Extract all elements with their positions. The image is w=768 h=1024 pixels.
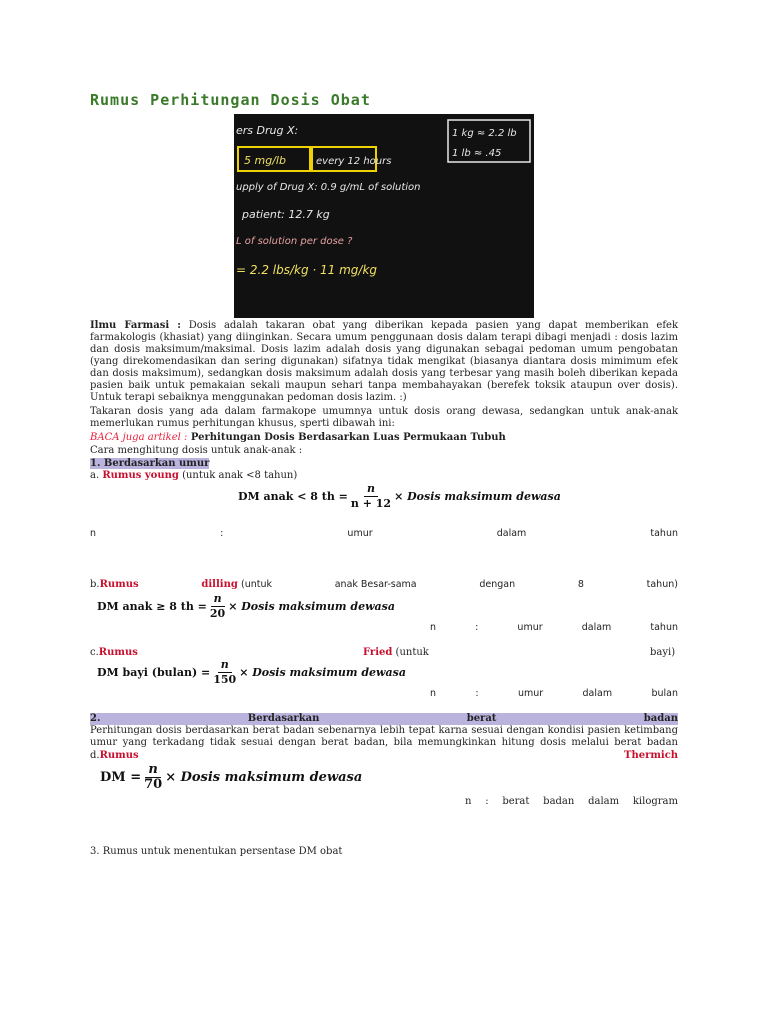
formula-dilling-fraction: $\frac{n}{20}$ xyxy=(209,592,226,620)
blackboard-image xyxy=(234,114,534,318)
formula-thermich-left: DM = xyxy=(100,769,142,785)
section-2-heading xyxy=(90,713,678,725)
legend-b-word-3: tahun xyxy=(650,622,678,633)
formula-dilling xyxy=(97,592,395,621)
formula-dilling-right: × Dosis maksimum dewasa xyxy=(228,599,396,613)
formula-young-right: × Dosis maksimum dewasa xyxy=(394,489,561,503)
formula-young-fraction: $\frac{n}{n + 12}$ xyxy=(350,482,392,510)
rumus-b-prefix: b. xyxy=(90,579,100,590)
board-box-left-text: 5 mg/lb xyxy=(244,154,286,167)
intro-label: Ilmu Farmasi : xyxy=(90,320,181,331)
board-line-3: upply of Drug X: 0.9 g/mL of solution xyxy=(236,182,421,193)
formula-young xyxy=(238,482,561,511)
rumus-c-name: Rumus xyxy=(98,647,138,658)
rumus-a-name: Rumus young xyxy=(102,470,179,481)
formula-thermich-right: × Dosis maksimum dewasa xyxy=(165,769,363,785)
legend-a xyxy=(90,528,678,540)
rumus-a-note: (untuk anak <8 tahun) xyxy=(178,470,298,481)
legend-c-colon: : xyxy=(475,688,479,699)
rumus-d-name: Rumus xyxy=(99,750,139,761)
rumus-d-prefix: d. xyxy=(90,750,100,761)
baca-juga xyxy=(90,432,678,444)
rumus-a-prefix: a. xyxy=(90,470,100,481)
formula-fried-left: DM bayi (bulan) = xyxy=(97,665,211,679)
rumus-b-word-4: 8 xyxy=(577,579,584,590)
section-3-text: 3. Rumus untuk menentukan persentase DM obat xyxy=(90,846,343,857)
board-line-6: = 2.2 lbs/kg · 11 mg/kg xyxy=(236,263,378,277)
legend-d-colon: : xyxy=(485,796,489,807)
legend-d-n: n xyxy=(465,796,472,807)
legend-b xyxy=(430,622,678,634)
rumus-a-heading xyxy=(90,470,297,482)
legend-a-colon: : xyxy=(220,528,224,539)
rumus-c-note2: bayi) xyxy=(650,647,676,658)
board-line-1: ers Drug X: xyxy=(236,124,299,137)
board-line-4: patient: 12.7 kg xyxy=(242,208,330,221)
rumus-c-note1: (untuk xyxy=(395,647,429,658)
legend-d xyxy=(465,796,678,808)
legend-a-n: n xyxy=(90,528,97,539)
legend-a-word-3: tahun xyxy=(650,528,678,539)
rumus-b-word-1: (untuk xyxy=(241,579,273,590)
section-2-word-3: badan xyxy=(643,713,678,724)
cara-text: Cara menghitung dosis untuk anak-anak : xyxy=(90,445,303,456)
section-1-label: 1. Berdasarkan umur xyxy=(90,458,210,469)
legend-d-word-4: kilogram xyxy=(632,796,678,807)
formula-dilling-left: DM anak ≥ 8 th = xyxy=(97,599,207,613)
baca-link[interactable]: Perhitungan Dosis Berdasarkan Luas Permukaan Tubuh xyxy=(187,432,506,443)
page-title: Rumus Perhitungan Dosis Obat xyxy=(90,91,371,109)
board-line-5: L of solution per dose ? xyxy=(236,236,353,247)
formula-fried-right: × Dosis maksimum dewasa xyxy=(239,665,406,679)
blackboard-drawing xyxy=(234,114,534,318)
legend-b-word-2: dalam xyxy=(581,622,612,633)
section-2-word-1: Berdasarkan xyxy=(247,713,320,724)
legend-a-word-1: umur xyxy=(347,528,373,539)
formula-fried-fraction: $\frac{n}{150}$ xyxy=(213,658,237,686)
rumus-c-prefix: c. xyxy=(90,647,99,658)
section-2-word-2: berat xyxy=(466,713,497,724)
intro-paragraph-2: Takaran dosis yang ada dalam farmakope umumnya untuk dosis orang dewasa, sedangkan untuk anak-anak memerlukan rumus perhitungan khusus, sperti dibawah ini: xyxy=(90,406,678,429)
legend-c xyxy=(430,688,678,700)
legend-a-word-2: dalam xyxy=(496,528,527,539)
section-2-text: Perhitungan dosis berdasarkan berat badan sebenarnya lebih tepat karna sesuai dengan kondisi pasien ketimbang umur yang terkadang tidak sesuai dengan berat badan, bila memungkinkan hitung dosis melalui berat badan xyxy=(90,725,678,748)
rumus-b-word-5: tahun) xyxy=(646,579,678,590)
formula-thermich-fraction: $\frac{n}{70}$ xyxy=(144,762,163,792)
legend-b-word-1: umur xyxy=(517,622,543,633)
board-line-2: every 12 hours xyxy=(316,156,392,167)
legend-c-word-1: umur xyxy=(517,688,544,699)
rumus-d-heading-right xyxy=(624,750,678,762)
rumus-d-heading-left xyxy=(90,750,139,762)
section-2-num: 2. xyxy=(90,713,101,724)
section-1-heading xyxy=(90,458,209,470)
legend-b-colon: : xyxy=(475,622,479,633)
rumus-c-name2: Fried xyxy=(363,647,393,658)
rumus-b-word-2: anak Besar-sama xyxy=(334,579,417,590)
legend-c-word-2: dalam xyxy=(582,688,613,699)
rumus-b-heading xyxy=(90,579,678,591)
rumus-b-name2: dilling xyxy=(201,579,238,590)
formula-thermich xyxy=(100,763,362,792)
legend-c-word-3: bulan xyxy=(651,688,678,699)
legend-d-word-2: badan xyxy=(543,796,575,807)
legend-d-word-1: berat xyxy=(502,796,530,807)
rumus-b-name: Rumus xyxy=(99,579,139,590)
legend-c-n: n xyxy=(430,688,437,699)
legend-d-word-3: dalam xyxy=(588,796,620,807)
rumus-b-word-3: dengan xyxy=(479,579,516,590)
intro-text: Dosis adalah takaran obat yang diberikan kepada pasien yang dapat memberikan efek farmakologis (khasiat) yang diinginkan. Secara umum penggunaan dosis dalam terapi dibagi menjadi : dosis lazim dan dosis maksimum/maksimal. Dosis lazim adalah dosis yang digunakan sebagai pedoman umum pengobatan (yang direkomendasikan dan sering digunakan) sifatnya tidak mengikat (biasanya diantara dosis mimimum efek dan dosis maksimum), sedangkan dosis maksimum adalah dosis yang terbesar yang masih boleh diberikan kepada pasien baik untuk pemakaian sekali maupun sehari tanpa membahayakan (berefek toksik ataupun over dosis). Untuk terapi sebaiknya menggunakan pedoman dosis lazim. :) xyxy=(90,320,678,403)
board-box-right-1: 1 kg ≈ 2.2 lb xyxy=(452,128,517,139)
formula-fried xyxy=(97,658,406,687)
legend-b-n: n xyxy=(430,622,437,633)
board-box-right-2: 1 lb ≈ .45 xyxy=(452,148,502,159)
rumus-d-name2: Thermich xyxy=(624,750,679,761)
intro-paragraph xyxy=(90,320,678,404)
formula-young-left: DM anak < 8 th = xyxy=(238,489,348,503)
baca-label: BACA juga artikel : xyxy=(90,432,188,443)
